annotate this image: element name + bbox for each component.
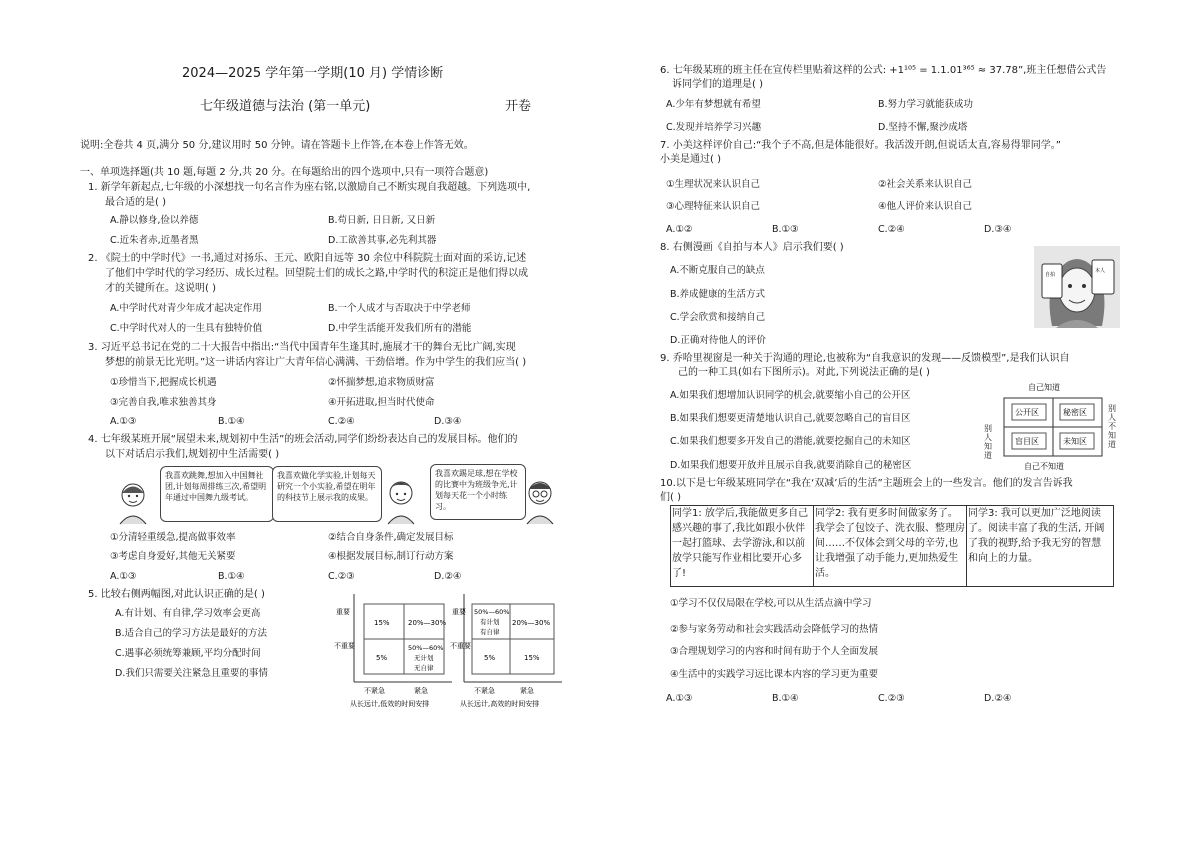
- statement-4: ④开拓进取,担当时代使命: [328, 397, 435, 408]
- cell-tl-1: 50%—60%: [474, 608, 510, 616]
- option-a: A.不断克服自己的缺点: [670, 265, 765, 276]
- question-text: 以下对话启示我们,规划初中生活需要( ): [105, 449, 280, 460]
- statement-3: ③完善自我,唯求独善其身: [110, 397, 217, 408]
- mirror-icon: [1092, 260, 1114, 294]
- question-text: 4. 七年级某班开展“展望未来,规划初中生活”的班会活动,同学们纷纷表达自己的发展目标。他们的: [88, 434, 518, 445]
- student-3-speech: 同学3: 我可以更加广泛地阅读了。阅读丰富了我的生活, 开阔了我的视野,给予我无穷的智慧和向上的力量。: [968, 508, 1105, 564]
- chart-caption: 从长远计,低效的时间安排: [350, 700, 430, 708]
- blind-area: 盲目区: [1015, 437, 1039, 446]
- time-quadrant-chart-1: [330, 590, 460, 710]
- question-text: 最合适的是( ): [105, 197, 166, 208]
- section-heading: 一、单项选择题(共 10 题,每题 2 分,共 20 分。在每题给出的四个选项中,只有一项符合题意): [80, 167, 489, 178]
- speech-bubble-2: 我喜欢做化学实验,计划每天研究一个小实验,希望在明年的科技节上展示我的成果。: [272, 466, 382, 522]
- statement-4: ④根据发展目标,制订行动方案: [328, 551, 454, 562]
- time-quadrant-chart-2: [450, 590, 580, 710]
- cartoon-label-selfie: 自拍: [1045, 272, 1056, 278]
- label-others-not-know: 别人不知道: [1108, 404, 1116, 449]
- cell-tl: 15%: [374, 619, 390, 627]
- cell-br-3: 无自律: [414, 664, 434, 672]
- option-a: A.少年有梦想就有希望: [666, 99, 761, 110]
- option-b: B.适合自己的学习方法是最好的方法: [115, 628, 268, 639]
- y-label-bottom: 不重要: [450, 642, 471, 650]
- option-c: C.遇事必须统筹兼顾,平均分配时间: [115, 648, 261, 659]
- cell-tl-3: 有自律: [480, 628, 500, 636]
- option-a: A.①③: [110, 416, 137, 427]
- cell-tr: 20%—30%: [512, 619, 551, 627]
- cartoon-label-real: 本人: [1095, 268, 1106, 274]
- option-d: D.中学生活能开发我们所有的潜能: [328, 323, 472, 334]
- label-others-know: 别人知道: [984, 424, 992, 460]
- statement-1: ①生理状况来认识自己: [666, 179, 761, 190]
- open-area: 公开区: [1015, 408, 1039, 417]
- phone-icon: [1042, 264, 1062, 298]
- question-text: 2. 《院士的中学时代》一书,通过对扬乐、王元、欧阳自远等 30 余位中科院院士面对面的采访,记述: [88, 253, 527, 264]
- table-divider: [813, 505, 814, 587]
- exam-subtitle: 七年级道德与法治 (第一单元): [200, 99, 371, 114]
- exam-title: 2024—2025 学年第一学期(10 月) 学情诊断: [182, 66, 444, 81]
- x-label-right: 紧急: [520, 687, 534, 695]
- chart-caption: 从长远计,高效的时间安排: [460, 700, 540, 708]
- x-label-left: 不紧急: [364, 687, 385, 695]
- option-c: C.发现并培养学习兴趣: [666, 122, 762, 133]
- option-d: D.坚持不懈,聚沙成塔: [878, 122, 968, 133]
- statement-1: ①珍惜当下,把握成长机遇: [110, 377, 217, 388]
- question-text: 8. 右侧漫画《自拍与本人》启示我们要( ): [660, 242, 844, 253]
- table-divider: [966, 505, 967, 587]
- option-a: A.中学时代对青少年成才起决定作用: [110, 303, 262, 314]
- question-text: 5. 比较右侧两幅图,对此认识正确的是( ): [88, 589, 265, 600]
- question-text: 梦想的前景无比光明。”这一讲话内容让广大青年信心满满、干劲倍增。作为中学生的我们应当( ): [105, 357, 527, 368]
- option-d: D.工欲善其事,必先利其器: [328, 235, 437, 246]
- option-c: C.②③: [328, 571, 355, 582]
- question-text: 了他们中学时代的学习经历、成长过程。回望院士们的成长之路,中学时代的积淀正是他们得以成: [105, 268, 529, 279]
- option-b: B.①④: [218, 571, 245, 582]
- label-self-unknown: 自己不知道: [1024, 462, 1064, 471]
- question-text: 9. 乔哈里视窗是一种关于沟通的理论,也被称为“自我意识的发现——反馈模型”,是我们认识自: [660, 353, 1070, 364]
- statement-4: ④他人评价来认识自己: [878, 201, 973, 212]
- option-b: B.①③: [772, 224, 799, 235]
- option-d: D.③④: [434, 416, 462, 427]
- cell-tr: 20%—30%: [408, 619, 447, 627]
- student-1-speech: 同学1: 放学后,我能做更多自己感兴趣的事了,我比如跟小伙伴一起打篮球、去学游泳,和以前放学只能写作业相比要开心多了!: [672, 508, 809, 579]
- question-text: 1. 新学年新起点,七年级的小深想找一句名言作为座右铭,以激励自己不断实现自我超越。下列选项中,: [88, 182, 531, 193]
- statement-2: ②参与家务劳动和社会实践活动会降低学习的热情: [670, 624, 879, 635]
- option-d: D.③④: [984, 224, 1012, 235]
- student-glasses-icon: [520, 476, 560, 526]
- statement-2: ②结合自身条件,确定发展目标: [328, 532, 454, 543]
- statement-2: ②社会关系来认识自己: [878, 179, 973, 190]
- option-a: A.①③: [666, 693, 693, 704]
- exam-tag: 开卷: [505, 99, 532, 114]
- question-text: 10.以下是七年级某班同学在“我在‘双减’后的生活”主题班会上的一些发言。他们的发言告诉我: [660, 478, 1073, 489]
- instructions: 说明:全卷共 4 页,满分 50 分,建议用时 50 分钟。请在答题卡上作答,在本卷上作答无效。: [80, 140, 474, 151]
- option-a: A.静以修身,俭以养德: [110, 215, 199, 226]
- cell-bl: 5%: [376, 654, 388, 662]
- statement-1: ①学习不仅仅局限在学校,可以从生活点滴中学习: [670, 598, 872, 609]
- speech-bubble-3: 我喜欢踢足球,想在学校的比赛中为班级争光,计划每天花一个小时练习。: [430, 464, 526, 520]
- option-c: C.中学时代对人的一生具有独特价值: [110, 323, 263, 334]
- option-a: A.如果我们想增加认识同学的机会,就要缩小自己的公开区: [670, 390, 911, 401]
- option-b: B.苟日新, 日日新, 又日新: [328, 215, 436, 226]
- option-d: D.如果我们想要开放并且展示自我,就要消除自己的秘密区: [670, 460, 912, 471]
- option-c: C.如果我们想要多开发自己的潜能,就要挖掘自己的未知区: [670, 436, 911, 447]
- x-label-left: 不紧急: [474, 687, 495, 695]
- secret-area: 秘密区: [1063, 408, 1087, 417]
- question-text: 诉同学们的道理是( ): [672, 79, 763, 90]
- option-b: B.努力学习就能获成功: [878, 99, 974, 110]
- option-d: D.②④: [984, 693, 1012, 704]
- question-text: 7. 小美这样评价自己:“我个子不高,但是体能很好。我活泼开朗,但说话太直,容易得罪同学。”: [660, 140, 1061, 151]
- cell-bl: 5%: [484, 654, 496, 662]
- option-c: C.②③: [878, 693, 905, 704]
- option-d: D.我们只需要关注紧急且重要的事情: [115, 668, 268, 679]
- y-label-bottom: 不重要: [334, 642, 355, 650]
- option-d: D.②④: [434, 571, 462, 582]
- y-label-top: 重要: [452, 608, 466, 616]
- option-b: B.一个人成才与否取决于中学老师: [328, 303, 471, 314]
- option-d: D.正确对待他人的评价: [670, 335, 766, 346]
- option-b: B.①④: [218, 416, 245, 427]
- spacer: [115, 462, 133, 463]
- x-label-right: 紧急: [414, 687, 428, 695]
- statement-3: ③心理特征来认识自己: [666, 201, 761, 212]
- johari-window-diagram: [982, 380, 1122, 472]
- question-text: 才的关键所在。这说明( ): [105, 283, 216, 294]
- option-c: C.学会欣赏和接纳自己: [670, 312, 766, 323]
- statement-3: ③合理规划学习的内容和时间有助于个人全面发展: [670, 646, 879, 657]
- cell-tl-2: 有计划: [480, 618, 500, 626]
- option-c: C.②④: [328, 416, 355, 427]
- option-a: A.①②: [666, 224, 693, 235]
- option-c: C.近朱者赤,近墨者黑: [110, 235, 199, 246]
- statement-2: ②怀揣梦想,追求物质财富: [328, 377, 435, 388]
- student-girl-icon: [112, 478, 154, 526]
- cell-br-2: 无计划: [414, 654, 434, 662]
- question-text: 己的一种工具(如右下图所示)。对此,下列说法正确的是( ): [678, 367, 930, 378]
- option-b: B.①④: [772, 693, 799, 704]
- question-text: 6. 七年级某班的班主任在宣传栏里贴着这样的公式: +1¹⁰⁵ = 1.1.01³⁶⁵ ≈ 37.78”,班主任想借公式告: [660, 65, 1107, 76]
- question-text: 们( ): [660, 492, 681, 503]
- question-text: 小美是通过( ): [660, 154, 721, 165]
- selfie-cartoon-image: [1034, 246, 1120, 328]
- option-c: C.②④: [878, 224, 905, 235]
- statement-3: ③考虑自身爱好,其他无关紧要: [110, 551, 236, 562]
- student-boy-icon: [380, 476, 422, 526]
- student-2-speech: 同学2: 我有更多时间做家务了。我学会了包饺子、洗衣服、整理房间……不仅体会到父母的辛劳,也让我增强了动手能力,更加热爱生活。: [815, 508, 965, 579]
- statement-1: ①分清轻重缓急,提高做事效率: [110, 532, 236, 543]
- option-a: A.①③: [110, 571, 137, 582]
- cell-br-1: 50%—60%: [408, 644, 444, 652]
- y-label-top: 重要: [336, 608, 350, 616]
- label-self-known: 自己知道: [1028, 383, 1060, 392]
- speech-bubble-1: 我喜欢跳舞,想加入中国舞社团,计划每周排练三次,希望明年通过中国舞九级考试。: [160, 466, 274, 522]
- cell-br: 15%: [524, 654, 540, 662]
- unknown-area: 未知区: [1063, 437, 1087, 446]
- statement-4: ④生活中的实践学习远比课本内容的学习更为重要: [670, 669, 879, 680]
- question-text: 3. 习近平总书记在党的二十大报告中指出:“当代中国青年生逢其时,施展才干的舞台无比广阔,实现: [88, 342, 516, 353]
- option-b: B.如果我们想要更清楚地认识自己,就要忽略自己的盲目区: [670, 413, 911, 424]
- option-b: B.养成健康的生活方式: [670, 289, 766, 300]
- option-a: A.有计划、有自律,学习效率会更高: [115, 608, 261, 619]
